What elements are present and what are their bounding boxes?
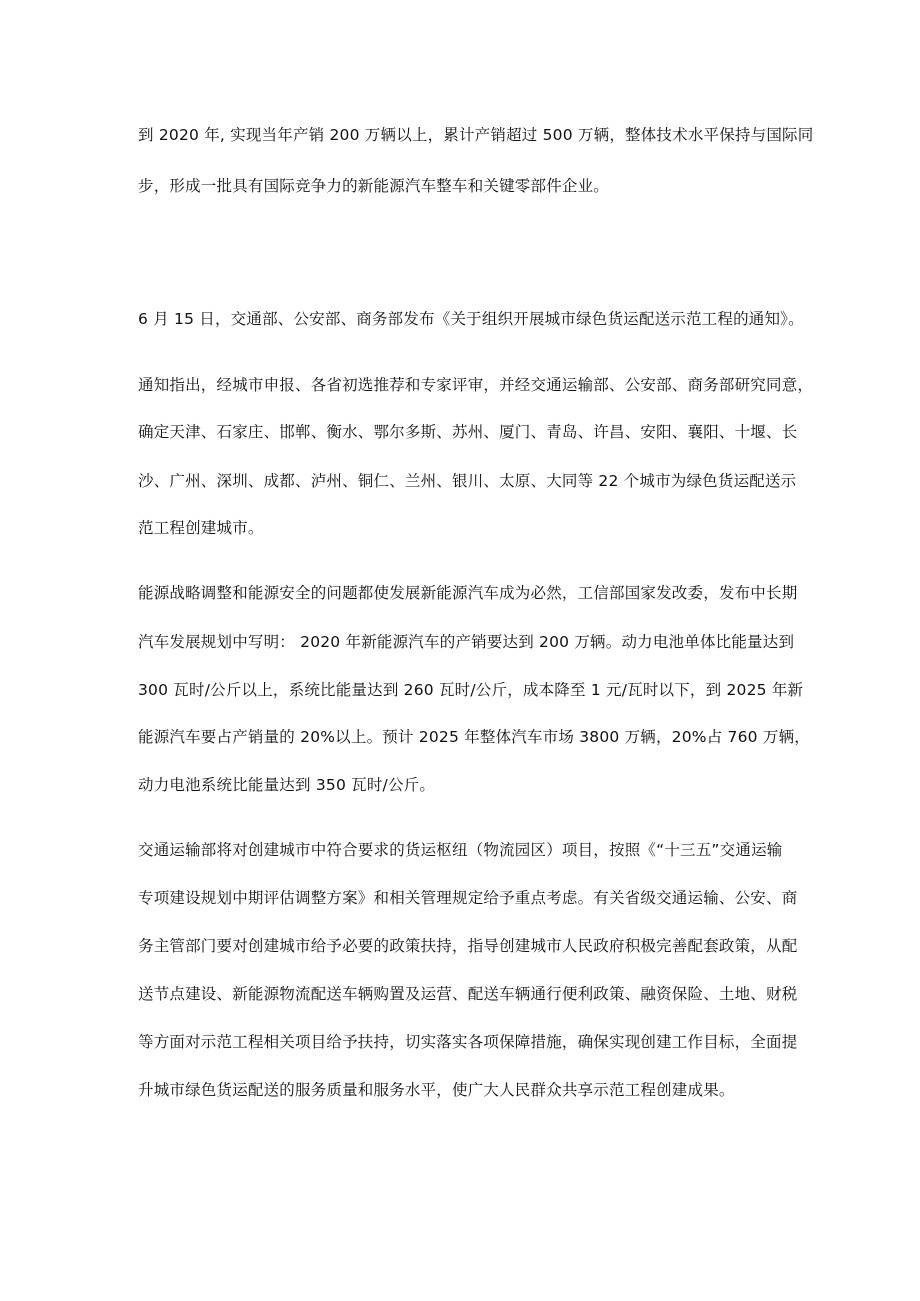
paragraph-line: 等方面对示范工程相关项目给予扶持，切实落实各项保障措施，确保实现创建工作目标，全面提 [138,1033,798,1051]
paragraph-line: 6 月 15 日，交通部、公安部、商务部发布《关于组织开展城市绿色货运配送示范工程的通知》。 [138,310,804,328]
paragraph-line: 确定天津、石家庄、邯郸、衡水、鄂尔多斯、苏州、厦门、青岛、许昌、安阳、襄阳、十堰、长 [138,423,798,441]
paragraph-line: 能源汽车要占产销量的 20%以上。预计 2025 年整体汽车市场 3800 万辆，20%占 760 万辆， [138,728,810,746]
paragraph-line: 到 2020 年, 实现当年产销 200 万辆以上，累计产销超过 500 万辆，整体技术水平保持与国际同 [138,126,814,144]
paragraph-line: 交通运输部将对创建城市中符合要求的货运枢纽（物流园区）项目，按照《“十三五”交通运输 [138,841,783,859]
paragraph-line: 务主管部门要对创建城市给予必要的政策扶持，指导创建城市人民政府积极完善配套政策，从配 [138,937,798,955]
paragraph-line: 范工程创建城市。 [138,519,264,537]
paragraph-line: 300 瓦时/公斤以上，系统比能量达到 260 瓦时/公斤，成本降至 1 元/瓦时以下，到 2025 年新 [138,681,804,699]
paragraph-line: 汽车发展规划中写明： 2020 年新能源汽车的产销要达到 200 万辆。动力电池单体比能量达到 [138,633,795,651]
paragraph-line: 专项建设规划中期评估调整方案》和相关管理规定给予重点考虑。有关省级交通运输、公安、商 [138,889,798,907]
paragraph-line: 能源战略调整和能源安全的问题都使发展新能源汽车成为必然，工信部国家发改委，发布中长期 [138,584,798,602]
paragraph-line: 升城市绿色货运配送的服务质量和服务水平，使广大人民群众共享示范工程创建成果。 [138,1081,735,1099]
paragraph-line: 送节点建设、新能源物流配送车辆购置及运营、配送车辆通行便利政策、融资保险、土地、财税 [138,985,798,1003]
paragraph-line: 通知指出，经城市申报、各省初选推荐和专家评审，并经交通运输部、公安部、商务部研究同意， [138,376,814,394]
paragraph-line: 动力电池系统比能量达到 350 瓦时/公斤。 [138,776,436,794]
paragraph-line: 沙、广州、深圳、成都、泸州、铜仁、兰州、银川、太原、大同等 22 个城市为绿色货运配送示 [138,472,797,490]
paragraph-line: 步，形成一批具有国际竞争力的新能源汽车整车和关键零部件企业。 [138,177,610,195]
